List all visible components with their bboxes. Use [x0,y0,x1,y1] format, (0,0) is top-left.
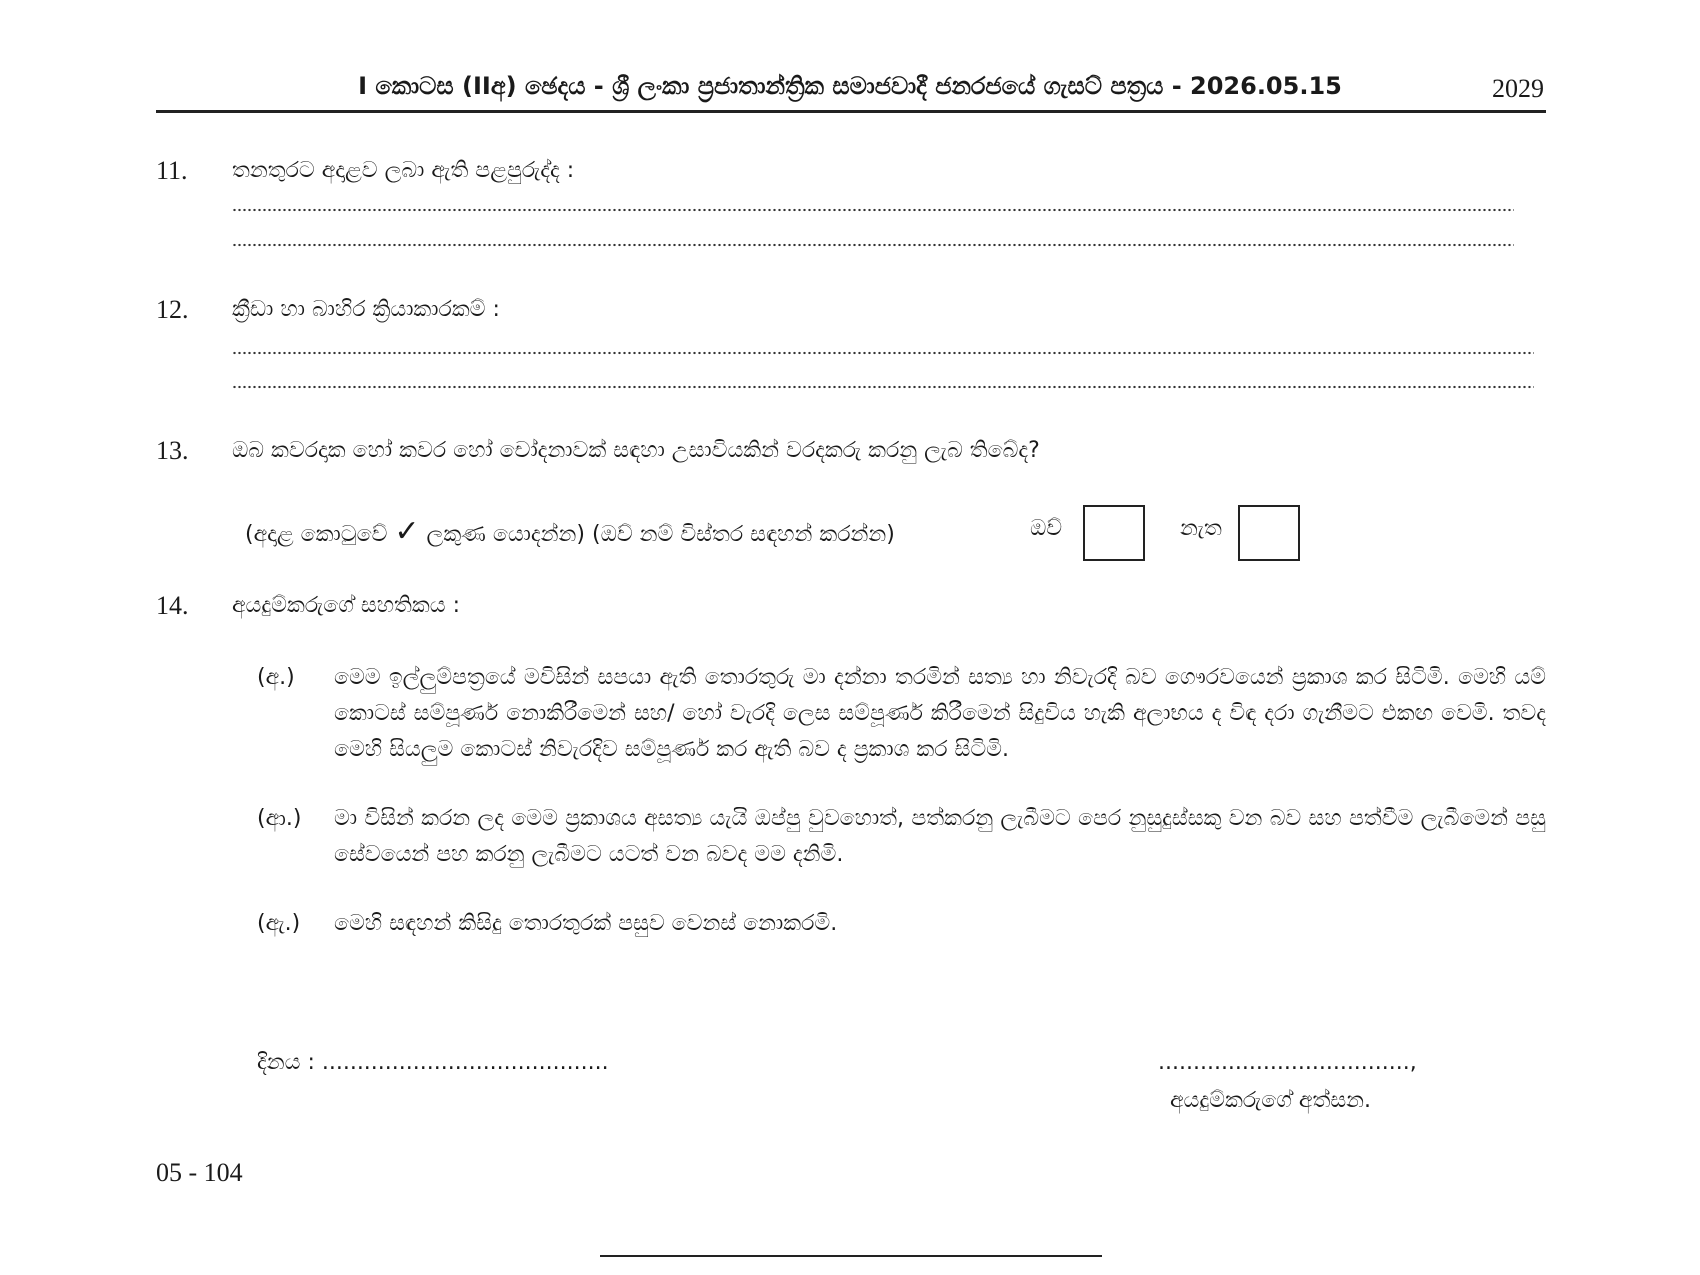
gazette-header-title: I කොටස (IIඅ) ඡෙදය - ශ්‍රී ලංකා ප්‍රජාතාන්ත්‍රික සමාජවාදී ජනරජයේ ගැසට් පත්‍රය - 2026.05.15 [358,72,1342,100]
question-12-answer-line-2[interactable] [232,384,1534,390]
page-number: 2029 [1492,74,1544,103]
question-14-number: 14. [156,591,189,620]
question-11-answer-line-2[interactable] [232,242,1514,248]
clause-ae-label: (ඇ.) [257,911,301,936]
yes-checkbox[interactable] [1083,505,1145,561]
footer-code: 05 - 104 [156,1158,243,1187]
signature-line[interactable]: ...................................., [1158,1050,1417,1075]
question-13-instruction [245,514,895,549]
question-11-number: 11. [156,156,188,185]
clause-a-label: (අ.) [257,665,295,690]
no-label: නැත [1180,516,1222,541]
clause-aa-label: (ආ.) [257,806,302,831]
question-14-text: අයදුම්කරුගේ සහතිකය : [232,593,461,618]
header-divider [156,110,1546,113]
instruction-after-mark: ලකුණ යොදන්න) (ඔව් නම් විස්තර සඳහන් කරන්න) [426,522,895,547]
clause-a-text: මෙම ඉල්ලුම්පත්‍රයේ මවිසින් සපයා ඇති තොරතුරු මා දන්නා තරමින් සත්‍ය හා නිවැරදි බව ගෞරවයෙන් ප්‍රකාශ කර සිටිමි. මෙහි යම් කොටස් සම්පූර්ණ නොකිරීමෙන් සහ/ හෝ වැරදි ලෙස සම්පූර්ණ කිරීමෙන් සිදුවිය හැකි අලාභය ද විඳ දරා ගැනීමට එකඟ වෙමි. තවද මෙහි සියලුම කොටස් නිවැරදිව සම්පූර්ණ කර ඇති බව ද ප්‍රකාශ කර සිටිමි. [334,665,1546,762]
check-mark-icon: ✓ [394,514,420,549]
question-11-text: තනතුරට අදාළව ලබා ඇති පළපුරුද්ද : [232,158,575,183]
clause-ae-text: මෙහි සඳහන් කිසිදු තොරතුරක් පසුව වෙනස් නොකරමි. [334,911,838,936]
question-12-number: 12. [156,295,189,324]
question-12-answer-line-1[interactable] [232,350,1534,356]
question-11-answer-line-1[interactable] [232,207,1514,213]
signature-label: අයදුම්කරුගේ අත්සන. [1170,1088,1372,1113]
question-13-text: ඔබ කවරදාක හෝ කවර හෝ චෝදනාවක් සඳහා උසාවියකින් වරදකරු කරනු ලැබ තිබේද? [232,438,1040,463]
clause-aa-text: මා විසින් කරන ලද මෙම ප්‍රකාශය අසත්‍ය යැයි ඔප්පු වුවහොත්, පත්කරනු ලැබීමට පෙර නුසුදුස්සකු වන බව සහ පත්වීම ලැබීමෙන් පසු සේවයෙන් පහ කරනු ලැබීමට යටත් වන බවද මම දනිමි. [334,806,1546,867]
no-checkbox[interactable] [1238,505,1300,561]
yes-label: ඔව් [1030,516,1063,541]
footer-divider [600,1255,1102,1257]
instruction-before-mark: (අදාළ කොටුවේ [245,522,388,547]
question-13-number: 13. [156,436,189,465]
date-field[interactable]: දිනය : ......................................... [257,1050,609,1075]
question-12-text: ක්‍රීඩා හා බාහිර ක්‍රියාකාරකම් : [232,297,500,322]
